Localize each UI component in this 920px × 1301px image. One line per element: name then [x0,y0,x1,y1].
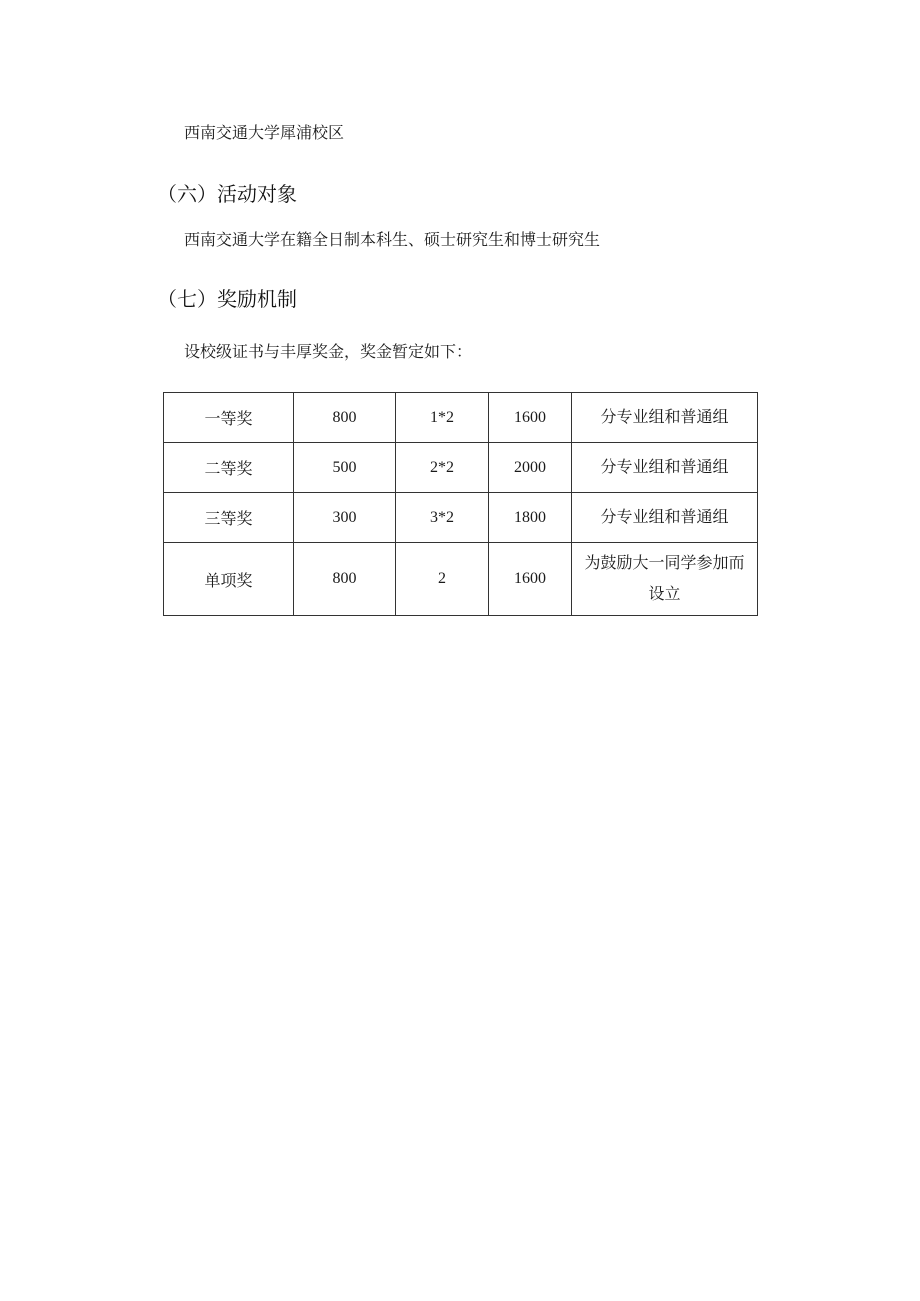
table-row [164,443,758,493]
award-amount-cell: 500 [294,443,396,493]
award-amount-cell: 800 [294,393,396,443]
award-note-text: 为鼓励大一同学参加而设立 [584,555,745,603]
award-note-cell [572,543,758,616]
award-name-cell: 单项奖 [164,543,294,616]
audience-text: 西南交通大学在籍全日制本科生、硕士研究生和博士研究生 [184,230,601,249]
section-heading-rewards: （七）奖励机制 [157,287,297,311]
location-text: 西南交通大学犀浦校区 [184,123,345,142]
award-total-cell: 2000 [489,443,572,493]
award-note-cell: 分专业组和普通组 [572,493,758,543]
award-count-cell: 2*2 [396,443,489,493]
award-total-cell: 1800 [489,493,572,543]
award-name-cell: 一等奖 [164,393,294,443]
award-count-cell: 3*2 [396,493,489,543]
award-amount-cell: 300 [294,493,396,543]
award-count-cell: 1*2 [396,393,489,443]
award-name-cell: 二等奖 [164,443,294,493]
award-note-cell: 分专业组和普通组 [572,393,758,443]
award-count-cell: 2 [396,543,489,616]
awards-table [163,392,758,616]
award-total-cell: 1600 [489,543,572,616]
award-name-cell: 三等奖 [164,493,294,543]
rewards-intro-text: 设校级证书与丰厚奖金，奖金暂定如下： [184,342,473,361]
table-row [164,493,758,543]
table-row [164,393,758,443]
award-total-cell: 1600 [489,393,572,443]
award-note-cell: 分专业组和普通组 [572,443,758,493]
award-amount-cell: 800 [294,543,396,616]
section-heading-audience: （六）活动对象 [157,182,297,206]
table-row [164,543,758,616]
